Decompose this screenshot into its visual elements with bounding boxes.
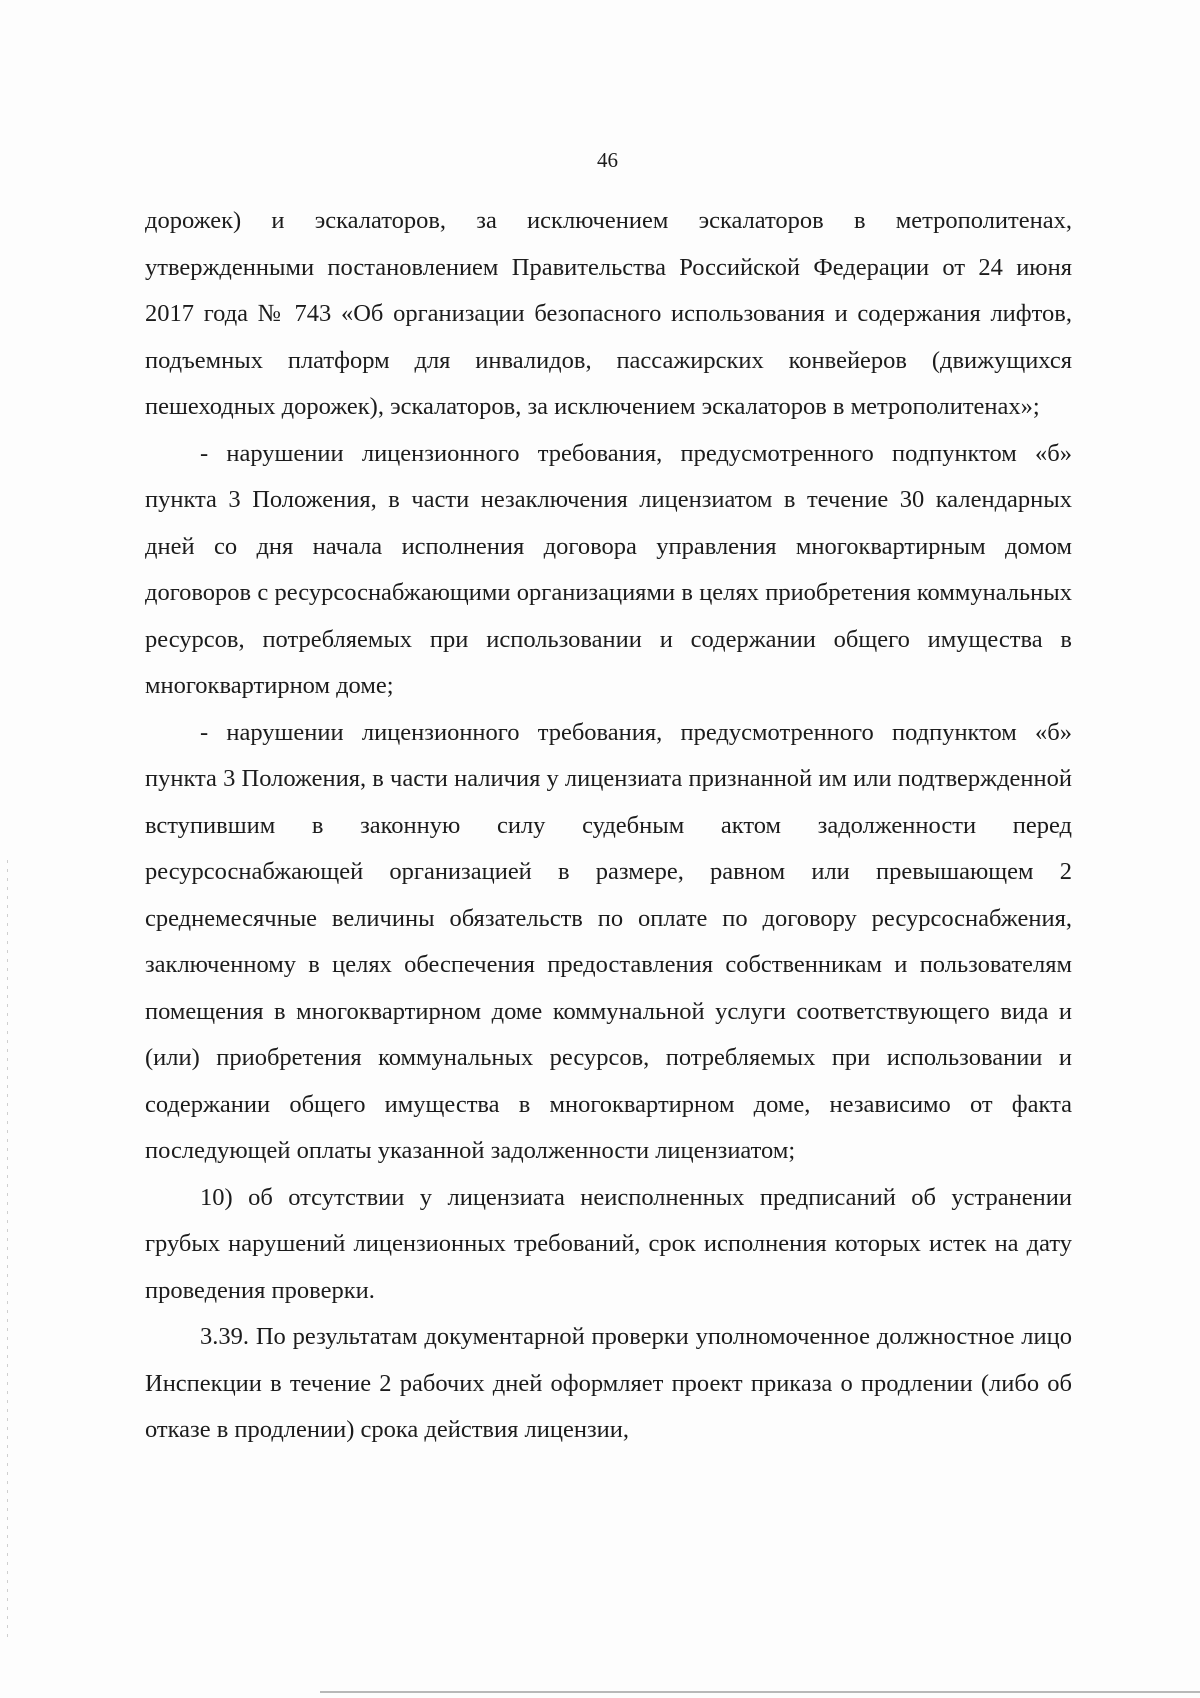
- scan-edge-bottom: [320, 1691, 1200, 1693]
- page-number: 46: [597, 148, 618, 172]
- paragraph-section-3-39: 3.39. По результатам документарной проверки уполномоченное должностное лицо Инспекции в течение 2 рабочих дней оформляет проект приказа о продлении (либо об отказе в продлении) срока действия лицензии,: [145, 1323, 1072, 1443]
- paragraph-continuation: дорожек) и эскалаторов, за исключением эскалаторов в метрополитенах, утвержденными постановлением Правительства Российской Федерации от 24 июня 2017 года № 743 «Об организации безопасного использования и содержания лифтов, подъемных платформ для инвалидов, пассажирских конвейеров (движущихся пешеходных дорожек), эскалаторов, за исключением эскалаторов в метрополитенах»;: [145, 207, 1072, 420]
- paragraph-resource-contracts: - нарушении лицензионного требования, предусмотренного подпунктом «б» пункта 3 Положения, в части незаключения лицензиатом в течение 30 календарных дней со дня начала исполнения договора управления многоквартирным домом договоров с ресурсоснабжающими организациями в целях приобретения коммунальных ресурсов, потребляемых при использовании и содержании общего имущества в многоквартирном доме;: [145, 439, 1072, 699]
- paragraph-item-10: 10) об отсутствии у лицензиата неисполненных предписаний об устранении грубых нарушений лицензионных требований, срок исполнения которых истек на дату проведения проверки.: [145, 1183, 1072, 1304]
- paragraph-debt-requirement: - нарушении лицензионного требования, предусмотренного подпунктом «б» пункта 3 Положения, в части наличия у лицензиата признанной им или подтвержденной вступившим в законную силу судебным актом задолженности перед ресурсоснабжающей организацией в размере, равном или превышающем 2 среднемесячные величины обязательств по оплате по договору ресурсоснабжения, заключенному в целях обеспечения предоставления собственникам и пользователям помещения в многоквартирном доме коммунальной услуги соответствующего вида и (или) приобретения коммунальных ресурсов, потребляемых при использовании и содержании общего имущества в многоквартирном доме, независимо от факта последующей оплаты указанной задолженности лицензиатом;: [145, 718, 1072, 1164]
- document-body: [145, 198, 1072, 1454]
- scan-edge-left: [7, 860, 8, 1640]
